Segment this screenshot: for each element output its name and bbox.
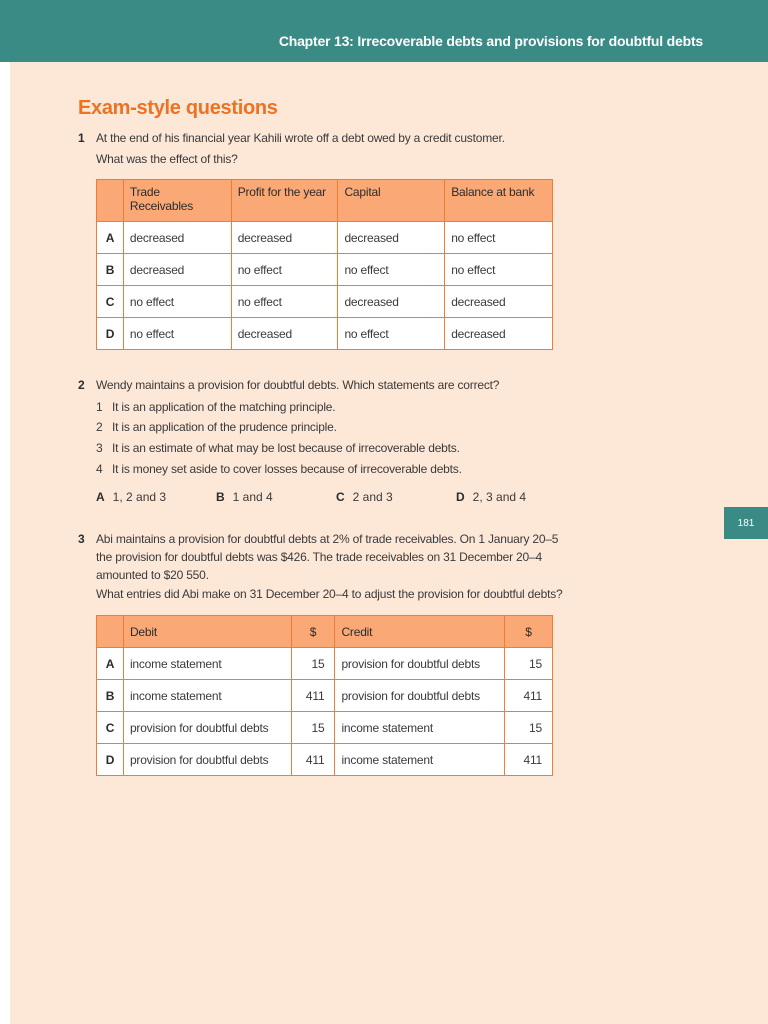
table-cell: 411 [291,680,335,712]
option-letter: D [456,490,465,504]
table-header-row [97,616,553,648]
table-row [97,254,553,286]
table-row [97,318,553,350]
question-1-text-line: At the end of his financial year Kahili wrote off a debt owed by a credit customer. [96,131,505,145]
table-cell: income statement [335,744,505,776]
table-row [97,648,553,680]
table-cell: 411 [505,680,553,712]
table-cell: decreased [445,286,553,318]
question-3-text-line: What entries did Abi make on 31 December 20–4 to adjust the provision for doubtful debts? [96,587,563,601]
statement-number: 1 [96,400,103,414]
statement-text: It is an estimate of what may be lost because of irrecoverable debts. [112,441,460,455]
question-1-table [96,179,553,350]
table-cell: no effect [445,254,553,286]
statement-text: It is an application of the matching principle. [112,400,336,414]
chapter-header-bar [0,0,768,62]
table-cell: no effect [338,318,445,350]
table-cell: income statement [335,712,505,744]
table-cell: income statement [123,680,291,712]
table-cell: no effect [338,254,445,286]
option-letter: D [97,318,124,350]
table-cell: provision for doubtful debts [335,680,505,712]
table-cell: decreased [231,222,338,254]
option-letter: A [96,490,105,504]
page-number-tab: 181 [724,507,768,539]
table-header-cell: $ [291,616,335,648]
option-letter: B [216,490,225,504]
question-1-text-line: What was the effect of this? [96,152,238,166]
table-cell: no effect [445,222,553,254]
statement-number: 2 [96,420,103,434]
table-cell: decreased [338,222,445,254]
table-cell: 15 [505,648,553,680]
section-title: Exam-style questions [78,97,278,119]
table-row [97,712,553,744]
table-header-cell: Capital [338,180,445,222]
option-letter: A [97,222,124,254]
table-cell: income statement [123,648,291,680]
table-header-cell: Debit [123,616,291,648]
option-letter: C [336,490,345,504]
question-1-number: 1 [78,131,85,145]
table-cell: decreased [231,318,338,350]
chapter-title: Chapter 13: Irrecoverable debts and provisions for doubtful debts [278,33,703,49]
option-text: 2 and 3 [352,490,393,504]
statement-number: 3 [96,441,103,455]
answer-option-d [456,490,526,504]
table-header-cell: $ [505,616,553,648]
table-cell: provision for doubtful debts [123,712,291,744]
option-letter: B [97,680,124,712]
table-header-cell: Balance at bank [445,180,553,222]
question-3-text-line: the provision for doubtful debts was $426. The trade receivables on 31 December 20–4 [96,550,542,564]
answer-option-a [96,490,166,504]
table-cell: no effect [231,254,338,286]
table-cell: provision for doubtful debts [335,648,505,680]
table-header-cell: Credit [335,616,505,648]
answer-option-c [336,490,393,504]
statement-text: It is an application of the prudence principle. [112,420,337,434]
table-cell: decreased [123,254,231,286]
statement-number: 4 [96,462,103,476]
table-cell: 411 [291,744,335,776]
option-letter: C [97,286,124,318]
table-row [97,744,553,776]
table-row [97,222,553,254]
option-letter: B [97,254,124,286]
table-header-cell [97,180,124,222]
option-letter: C [97,712,124,744]
table-cell: no effect [123,318,231,350]
question-3-text-line: Abi maintains a provision for doubtful debts at 2% of trade receivables. On 1 January 20–5 [96,532,559,546]
question-3-text-line: amounted to $20 550. [96,568,209,582]
answer-option-b [216,490,273,504]
table-cell: 15 [291,648,335,680]
table-cell: 15 [291,712,335,744]
table-cell: no effect [231,286,338,318]
table-cell: no effect [123,286,231,318]
table-cell: 15 [505,712,553,744]
option-letter: A [97,648,124,680]
question-3-number: 3 [78,532,85,546]
table-row [97,286,553,318]
question-2-text: Wendy maintains a provision for doubtful debts. Which statements are correct? [96,378,500,392]
table-cell: 411 [505,744,553,776]
option-text: 2, 3 and 4 [472,490,527,504]
option-text: 1, 2 and 3 [112,490,167,504]
table-cell: provision for doubtful debts [123,744,291,776]
question-3-table [96,615,553,776]
table-header-cell [97,616,124,648]
statement-text: It is money set aside to cover losses because of irrecoverable debts. [112,462,462,476]
table-header-cell: Trade Receivables [123,180,231,222]
table-cell: decreased [445,318,553,350]
table-row [97,680,553,712]
option-text: 1 and 4 [232,490,273,504]
table-header-cell: Profit for the year [231,180,338,222]
option-letter: D [97,744,124,776]
table-cell: decreased [123,222,231,254]
question-2-number: 2 [78,378,85,392]
table-cell: decreased [338,286,445,318]
table-header-row [97,180,553,222]
